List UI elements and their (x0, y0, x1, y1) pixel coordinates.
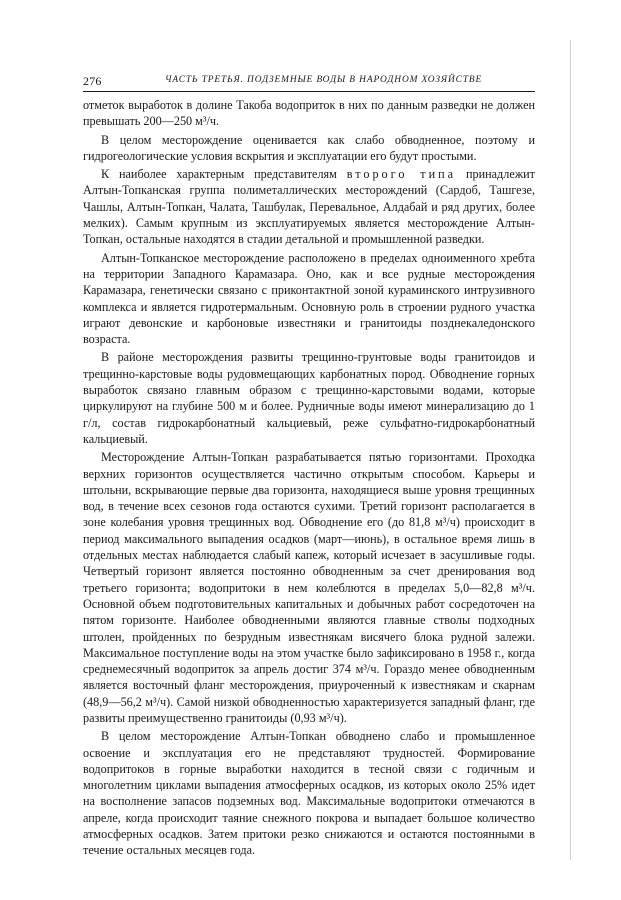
paragraph: Месторождение Алтын-Топкан разрабатывается пятью горизонтами. Проходка верхних горизонтов осуществляется частично открытым способом. Карьеры и штольни, вскрывающие первые два горизонта, находящиеся выше уровня трещинных вод, в течение всех сезонов года остаются сухими. Третий горизонт располагается в зоне колебания уровня трещинных вод. Обводнение его (до 81,8 м³/ч) происходит в период максимального выпадения осадков (март—июнь), в остальное время лишь в отдельных местах наблюдается слабый капеж, который исчезает в засушливые годы. Четвертый горизонт является постоянно обводненным за счет дренирования вод третьего горизонта; водопритоки в нем колеблются в пределах 5,0—82,8 м³/ч. Основной объем подготовительных капитальных и добычных работ сосредоточен на пятом горизонте. Наиболее обводненными являются главные стволы подходных штолен, пройденных по безрудным известнякам висячего блока рудной залежи. Максимальное поступление воды на этом участке было зафиксировано в 1958 г., когда среднемесячный водоприток за апрель достиг 374 м³/ч. Гораздо менее обводненным является восточный фланг месторождения, приуроченный к известнякам и скарнам (48,9—56,2 м³/ч). Самой низкой обводненностью характеризуется западный фланг, где развиты преимущественно гранитоиды (0,93 м³/ч). (83, 450, 535, 725)
paragraph: В районе месторождения развиты трещинно-грунтовые воды гранитоидов и трещинно-карстовые воды рудовмещающих карбонатных пород. Обводнение горных выработок связано главным образом с трещинно-карстовыми водами, которые циркулируют на глубине 500 м и более. Рудничные воды имеют минерализацию до 1 г/л, состав гидрокарбонатный кальциевый, реже сульфатно-гидрокарбонатный кальциевый. (83, 350, 535, 446)
paragraph-rest: принадлежит Алтын-Топканская группа полиметаллических месторождений (Сардоб, Ташгезе, Чашлы, Алтын-Топкан, Чалата, Ташбулак, Перевальное, Алдабай и ряд других, более мелких). Самым крупным из эксплуатируемых является месторождение Алтын-Топкан, остальные находятся в стадии детальной и промышленной разведки. (83, 167, 535, 247)
paragraph: В целом месторождение Алтын-Топкан обводнено слабо и промышленное освоение и эксплуатация его не представляют трудностей. Формирование водопритоков в горные выработки находится в тесной связи с годичным и многолетним циклами выпадения атмосферных осадков, из которых около 25% идет на восполнение запасов подземных вод. Максимальные водопритоки отмечаются в апреле, когда происходит таяние снежного покрова и выпадает большое количество атмосферных осадков. Затем притоки резко снижаются и остаются постоянными в течение остальных месяцев года. (83, 729, 535, 858)
emphasized-term: второго типа (346, 167, 457, 182)
page-edge-line (570, 40, 571, 860)
body-text (83, 97, 535, 861)
paragraph: В целом месторождение оценивается как слабо обводненное, поэтому и гидрогеологические условия вскрытия и эксплуатации его будут простыми. (83, 132, 535, 163)
page-header (83, 74, 535, 90)
paragraph: Алтын-Топканское месторождение расположено в пределах одноименного хребта на территории Западного Карамазара. Оно, как и все рудные месторождения Карамазара, генетически связано с приконтактной зоной кураминского интрузивного комплекса и является гидротермальным. Основную роль в строении рудного участка играют девонские и карбоновые известняки и гранитоиды позднекаледонского возраста. (83, 250, 535, 347)
page-number: 276 (83, 74, 102, 88)
paragraph-lead: К наиболее характерным представителям (101, 167, 347, 182)
paragraph: отметок выработок в долине Такоба водоприток в них по данным разведки не должен превышать 200—250 м³/ч. (83, 98, 535, 129)
paragraph (83, 166, 535, 247)
running-head: ЧАСТЬ ТРЕТЬЯ. ПОДЗЕМНЫЕ ВОДЫ В НАРОДНОМ ХОЗЯЙСТВЕ (165, 75, 483, 85)
header-rule (83, 91, 535, 92)
